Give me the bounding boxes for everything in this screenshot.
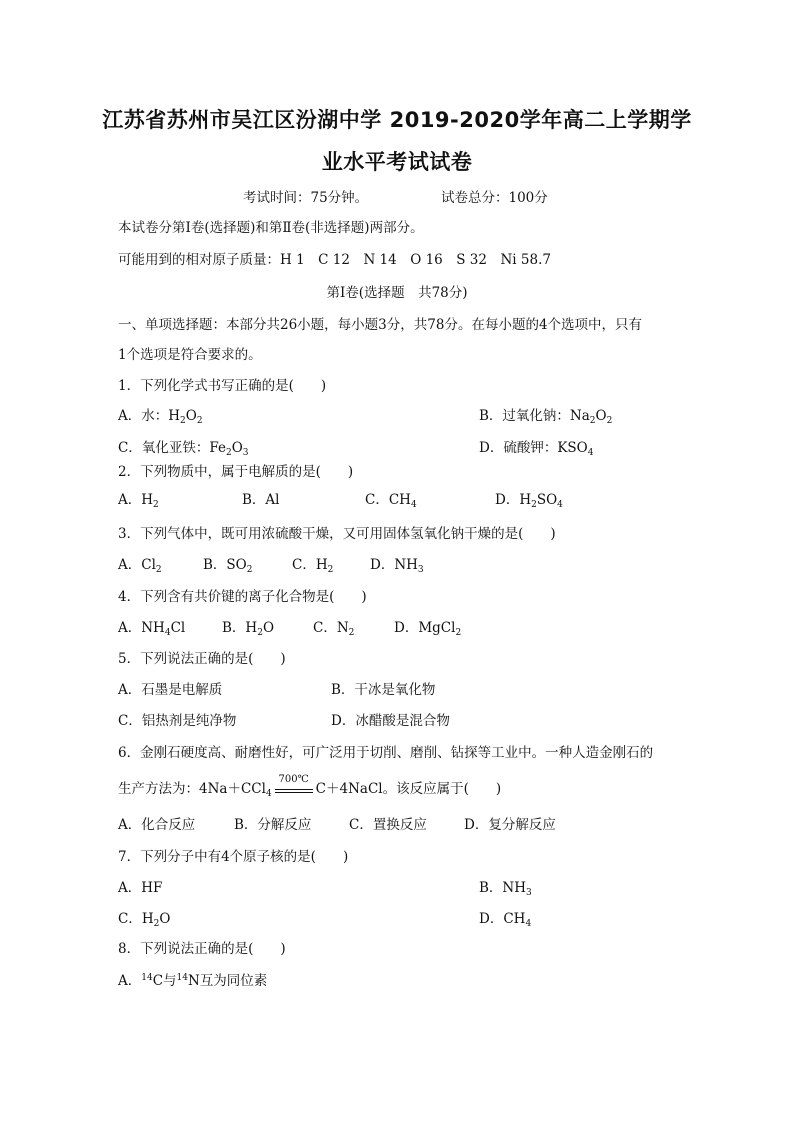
q5-option-a[interactable]: A．石墨是电解质 — [118, 682, 223, 698]
q3-option-d[interactable]: D．$NH_3$ — [370, 557, 424, 575]
question-4-stem: 4．下列含有共价键的离子化合物是( ) — [118, 589, 367, 605]
reaction-condition: 700℃ — [273, 783, 315, 797]
q5-option-b[interactable]: B．干冰是氧化物 — [331, 682, 436, 698]
q2-option-c[interactable]: C．$CH_4$ — [365, 492, 417, 510]
q1-option-d[interactable]: D．硫酸钾：$KSO_4$ — [479, 440, 594, 458]
q6-option-b[interactable]: B．分解反应 — [234, 817, 312, 833]
q6-option-c[interactable]: C．置换反应 — [349, 817, 427, 833]
question-3-stem: 3．下列气体中，既可用浓硫酸干燥，又可用固体氢氧化钠干燥的是( ) — [118, 526, 556, 542]
q4-option-b[interactable]: B．$H_2O$ — [222, 620, 275, 638]
question-1-stem: 1．下列化学式书写正确的是( ) — [118, 378, 327, 394]
intro-text: 本试卷分第Ⅰ卷(选择题)和第Ⅱ卷(非选择题)两部分。 — [118, 220, 424, 236]
question-2-stem: 2．下列物质中，属于电解质的是( ) — [118, 464, 354, 480]
q2-option-a[interactable]: A．$H_2$ — [118, 492, 159, 510]
question-7-stem: 7．下列分子中有4个原子核的是( ) — [118, 849, 349, 865]
q2-option-d[interactable]: D．$H_2SO_4$ — [495, 492, 563, 510]
section-desc-2: 1个选项是符合要求的。 — [118, 347, 262, 363]
q5-option-c[interactable]: C．铝热剂是纯净物 — [118, 713, 237, 729]
q1-option-c[interactable]: C．氧化亚铁：$Fe_2O_3$ — [118, 440, 249, 458]
q8-option-a[interactable]: A．$^{14}$C与$^{14}$N互为同位素 — [118, 973, 268, 989]
exam-time: 考试时间：75分钟。 — [243, 190, 369, 206]
section-desc-1: 一、单项选择题：本部分共26小题，每小题3分，共78分。在每小题的4个选项中，只有 — [118, 317, 643, 333]
question-8-stem: 8．下列说法正确的是( ) — [118, 941, 286, 957]
q1-option-b[interactable]: B．过氧化钠：$Na_2O_2$ — [479, 408, 613, 426]
section-title: 第Ⅰ卷(选择题 共78分) — [326, 285, 468, 301]
q1-option-a[interactable]: A．水：$H_2O_2$ — [118, 408, 203, 426]
q3-option-c[interactable]: C．$H_2$ — [292, 557, 334, 575]
q7-option-c[interactable]: C．$H_2O$ — [118, 911, 171, 929]
q5-option-d[interactable]: D．冰醋酸是混合物 — [331, 713, 450, 729]
exam-title-line1: 江苏省苏州市吴江区汾湖中学 2019-2020学年高二上学期学 — [102, 108, 692, 132]
q2-option-b[interactable]: B．Al — [242, 492, 280, 508]
q3-option-b[interactable]: B．$SO_2$ — [203, 557, 253, 575]
question-6-stem-2: 生产方法为：4Na＋CCl$_4$ 700℃ C＋4NaCl。该反应属于( ) — [118, 773, 502, 799]
exam-title-line2: 业水平考试试卷 — [321, 150, 473, 174]
question-5-stem: 5．下列说法正确的是( ) — [118, 651, 286, 667]
q4-option-c[interactable]: C．$N_2$ — [313, 620, 355, 638]
total-score: 试卷总分：100分 — [441, 190, 548, 206]
q4-option-a[interactable]: A．$NH_4Cl$ — [118, 620, 186, 638]
question-6-stem-1: 6．金刚石硬度高、耐磨性好，可广泛用于切削、磨削、钻探等工业中。一种人造金刚石的 — [118, 745, 654, 761]
q7-option-d[interactable]: D．$CH_4$ — [479, 911, 532, 929]
q7-option-a[interactable]: A．HF — [118, 880, 163, 896]
q6-option-d[interactable]: D．复分解反应 — [464, 817, 556, 833]
atomic-mass-line: 可能用到的相对原子质量：H 1 C 12 N 14 O 16 S 32 Ni 58.7 — [118, 252, 551, 268]
q3-option-a[interactable]: A．$Cl_2$ — [118, 557, 162, 575]
q6-option-a[interactable]: A．化合反应 — [118, 817, 196, 833]
q4-option-d[interactable]: D．MgCl$_2$ — [394, 620, 462, 638]
q7-option-b[interactable]: B．$NH_3$ — [479, 880, 532, 898]
